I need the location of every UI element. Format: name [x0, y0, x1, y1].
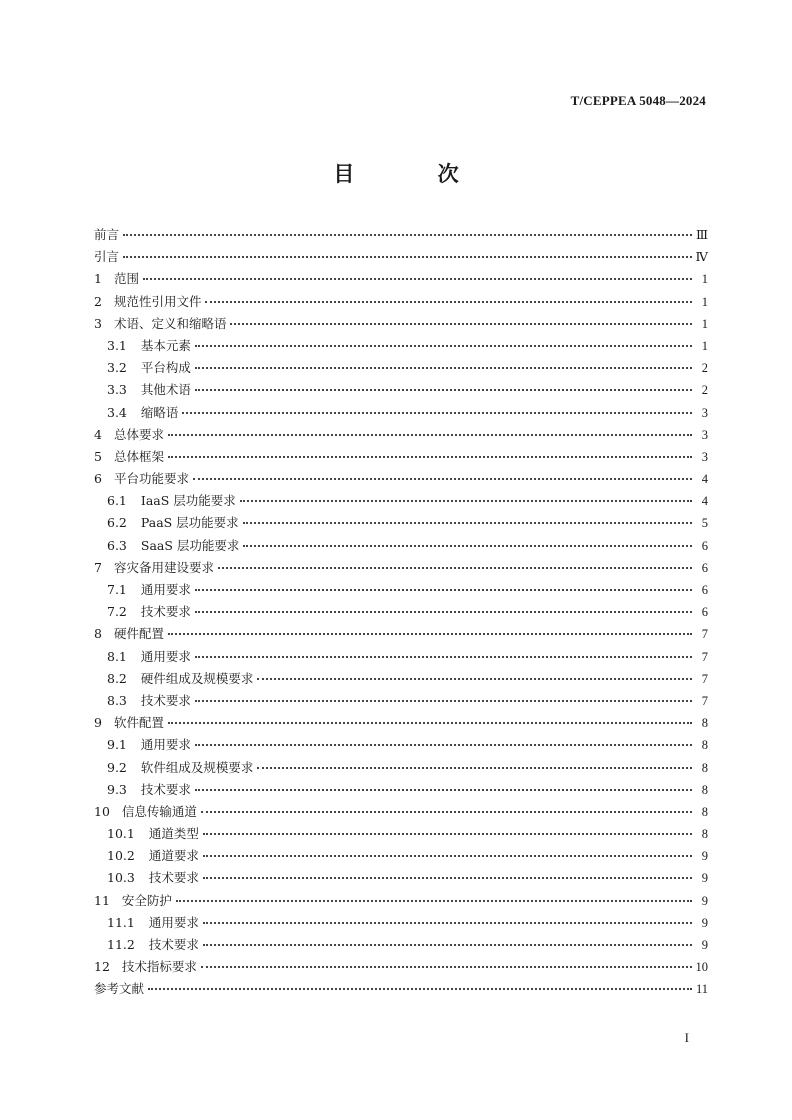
toc-entry-title: 硬件组成及规模要求 [140, 670, 254, 686]
toc-entry[interactable] [94, 225, 708, 247]
toc-entry-title: 通用要求 [140, 582, 191, 597]
toc-entry[interactable] [94, 624, 708, 646]
toc-entry-title: 硬件配置 [113, 626, 164, 642]
toc-entry-page: 10 [695, 960, 708, 975]
toc-entry-page: 8 [701, 782, 708, 797]
toc-entry-title: 总体要求 [113, 426, 164, 442]
toc-entry[interactable] [94, 735, 708, 757]
toc-dot-leader [195, 367, 692, 369]
toc-entry-number: 9.1 [107, 737, 127, 753]
toc-entry-title: 范围 [113, 271, 139, 287]
toc-entry-page: 6 [701, 605, 708, 620]
toc-entry-title: 平台功能要求 [113, 471, 189, 487]
toc-entry[interactable] [94, 558, 708, 580]
toc-entry-page: 9 [701, 871, 708, 886]
toc-entry-page: 6 [701, 538, 708, 553]
toc-entry-page: 1 [701, 272, 708, 287]
toc-dot-leader [123, 234, 692, 236]
toc-dot-leader [168, 456, 692, 458]
toc-entry-number: 9.2 [107, 759, 127, 775]
toc-entry-page: 1 [701, 338, 708, 353]
toc-entry-page: Ⅲ [695, 228, 708, 242]
page-title: 目 次 [333, 162, 497, 186]
toc-entry-page: 8 [701, 827, 708, 842]
toc-entry[interactable] [94, 269, 708, 291]
toc-entry[interactable] [94, 380, 708, 402]
toc-entry-page: 2 [701, 383, 708, 398]
toc-entry-title: 术语、定义和缩略语 [113, 315, 227, 331]
toc-entry-page: 8 [701, 716, 708, 731]
toc-dot-leader [195, 345, 692, 347]
toc-entry-title: 平台构成 [140, 360, 191, 376]
toc-entry-page: 8 [701, 760, 708, 775]
toc-entry-number: 11.1 [107, 914, 135, 930]
toc-entry-title: 通道要求 [148, 848, 199, 864]
toc-entry-page: 9 [701, 893, 708, 908]
toc-dot-leader [240, 500, 692, 502]
toc-dot-leader [195, 389, 692, 391]
toc-entry-title: 技术要求 [140, 692, 191, 708]
toc-dot-leader [201, 811, 692, 813]
toc-dot-leader [168, 633, 692, 635]
toc-dot-leader [243, 545, 692, 547]
toc-entry-title: 引言 [94, 249, 120, 265]
toc-entry-title: 基本元素 [140, 337, 191, 353]
toc-entry-title: 信息传输通道 [121, 803, 197, 819]
toc-entry-page: 11 [695, 982, 708, 997]
toc-entry-title: 技术要求 [140, 604, 191, 620]
toc-entry-number: 3 [94, 315, 102, 331]
toc-entry[interactable] [94, 824, 708, 846]
toc-entry[interactable] [94, 491, 708, 513]
toc-entry[interactable] [94, 247, 708, 269]
toc-entry-number: 6 [94, 471, 102, 487]
toc-entry-page: 3 [701, 449, 708, 464]
toc-dot-leader [195, 789, 692, 791]
toc-entry-number: 8.1 [107, 648, 127, 664]
toc-dot-leader [182, 412, 692, 414]
toc-entry-title: SaaS 层功能要求 [140, 537, 240, 553]
toc-entry-number: 6.3 [107, 537, 127, 553]
toc-entry[interactable] [94, 913, 708, 935]
toc-entry-page: 1 [701, 316, 708, 331]
toc-entry-number: 3.4 [107, 404, 127, 420]
toc-dot-leader [257, 678, 692, 680]
toc-entry-number: 8.2 [107, 670, 127, 686]
toc-entry-number: 3.2 [107, 360, 127, 376]
toc-dot-leader [195, 656, 692, 658]
toc-entry-page: 1 [701, 294, 708, 309]
toc-dot-leader [230, 323, 692, 325]
toc-entry-number: 12 [94, 959, 110, 975]
toc-entry-number: 2 [94, 293, 102, 309]
toc-entry-page: 3 [701, 427, 708, 442]
toc-entry[interactable] [94, 802, 708, 824]
toc-entry-title: 通用要求 [148, 914, 199, 930]
toc-entry-number: 5 [94, 448, 102, 464]
toc-dot-leader [195, 611, 692, 613]
toc-entry[interactable] [94, 580, 708, 602]
toc-dot-leader [143, 278, 692, 280]
toc-entry-number: 6.1 [107, 493, 127, 509]
toc-entry-page: 2 [701, 361, 708, 376]
toc-entry-number: 4 [94, 426, 102, 442]
toc-entry-title: 软件配置 [113, 715, 164, 731]
toc-entry-page: 4 [701, 494, 708, 509]
toc-dot-leader [193, 478, 692, 480]
toc-entry-title: 通用要求 [140, 737, 191, 753]
toc-entry[interactable] [94, 403, 708, 425]
toc-entry-page: 7 [701, 671, 708, 686]
toc-dot-leader [195, 744, 692, 746]
toc-dot-leader [218, 567, 692, 569]
toc-dot-leader [148, 988, 692, 990]
toc-entry[interactable] [94, 979, 708, 1001]
toc-entry[interactable] [94, 713, 708, 735]
toc-entry-number: 8 [94, 626, 102, 642]
toc-dot-leader [195, 700, 692, 702]
toc-entry-page: 9 [701, 915, 708, 930]
toc-entry-title: 参考文献 [94, 981, 145, 997]
toc-entry[interactable] [94, 891, 708, 913]
toc-entry-page: 7 [701, 649, 708, 664]
toc-entry[interactable] [94, 691, 708, 713]
toc-dot-leader [203, 855, 692, 857]
toc-entry[interactable] [94, 780, 708, 802]
toc-entry-number: 10.2 [107, 848, 135, 864]
toc-entry[interactable] [94, 868, 708, 890]
toc-entry-number: 8.3 [107, 692, 127, 708]
toc-entry-number: 11.2 [107, 937, 135, 952]
toc-entry-page: 7 [701, 627, 708, 642]
toc-entry-title: 安全防护 [121, 892, 172, 908]
toc-dot-leader [203, 877, 692, 879]
toc-dot-leader [195, 589, 692, 591]
toc-entry[interactable] [94, 602, 708, 624]
toc-dot-leader [168, 722, 692, 724]
toc-entry-title: 缩略语 [140, 404, 179, 420]
toc-entry[interactable] [94, 513, 708, 535]
toc-entry-number: 11 [94, 892, 110, 908]
toc-entry-title: 规范性引用文件 [113, 293, 202, 309]
toc-entry[interactable] [94, 647, 708, 669]
standard-code: T/CEPPEA 5048—2024 [570, 93, 706, 108]
toc-entry-number: 7 [94, 559, 102, 575]
toc-entry[interactable] [94, 536, 708, 558]
toc-dot-leader [205, 301, 692, 303]
toc-entry-number: 7.1 [107, 582, 127, 597]
toc-entry-title: 软件组成及规模要求 [140, 759, 254, 775]
toc-entry-number: 9.3 [107, 781, 127, 797]
toc-entry[interactable] [94, 469, 708, 491]
toc-entry-title: 技术要求 [148, 870, 199, 886]
toc-entry-title: 技术要求 [148, 937, 199, 952]
toc-dot-leader [123, 256, 691, 258]
toc-entry[interactable] [94, 425, 708, 447]
toc-entry-title: 通用要求 [140, 648, 191, 664]
toc-entry-page: 5 [701, 516, 708, 531]
toc-dot-leader [203, 944, 692, 946]
toc-entry-title: 技术指标要求 [121, 959, 197, 975]
toc-entry[interactable] [94, 935, 708, 957]
toc-entry-page: 6 [701, 560, 708, 575]
toc-dot-leader [243, 522, 692, 524]
toc-entry-title: PaaS 层功能要求 [140, 515, 239, 531]
toc-entry-title: 容灾备用建设要求 [113, 559, 214, 575]
toc-entry-page: 4 [701, 472, 708, 487]
toc-entry-page: 6 [701, 583, 708, 597]
toc-dot-leader [176, 900, 692, 902]
toc-dot-leader [201, 966, 692, 968]
toc-entry[interactable] [94, 846, 708, 868]
toc-entry[interactable] [94, 758, 708, 780]
toc-dot-leader [257, 767, 692, 769]
toc-entry[interactable] [94, 358, 708, 380]
toc-entry-title: 通道类型 [148, 826, 199, 842]
toc-entry-number: 3.3 [107, 382, 127, 398]
toc-entry-title: 总体框架 [113, 448, 164, 464]
toc-entry-page: 8 [701, 804, 708, 819]
toc-entry-number: 3.1 [107, 337, 127, 353]
toc-entry[interactable] [94, 292, 708, 314]
toc-entry-number: 6.2 [107, 515, 127, 531]
toc-entry[interactable] [94, 447, 708, 469]
toc-entry-number: 10 [94, 803, 110, 819]
page-number: I [684, 1030, 689, 1045]
toc-entry[interactable] [94, 314, 708, 336]
table-of-contents [94, 225, 708, 1002]
toc-entry-page: 3 [701, 405, 708, 420]
toc-entry-title: 前言 [94, 227, 120, 242]
toc-dot-leader [203, 833, 692, 835]
toc-entry-page: 8 [701, 738, 708, 753]
toc-entry[interactable] [94, 957, 708, 979]
toc-dot-leader [168, 434, 692, 436]
toc-entry[interactable] [94, 336, 708, 358]
toc-entry-page: 9 [701, 938, 708, 952]
toc-entry-number: 9 [94, 715, 102, 731]
toc-entry[interactable] [94, 669, 708, 691]
toc-entry-title: 技术要求 [140, 781, 191, 797]
toc-entry-page: 7 [701, 693, 708, 708]
toc-entry-title: 其他术语 [140, 382, 191, 398]
toc-entry-number: 1 [94, 271, 102, 287]
toc-entry-page: 9 [701, 849, 708, 864]
toc-dot-leader [203, 922, 692, 924]
toc-entry-number: 10.3 [107, 870, 135, 886]
toc-entry-page: Ⅳ [695, 250, 708, 265]
toc-entry-number: 7.2 [107, 604, 127, 620]
toc-entry-number: 10.1 [107, 826, 135, 842]
toc-entry-title: IaaS 层功能要求 [140, 493, 236, 509]
